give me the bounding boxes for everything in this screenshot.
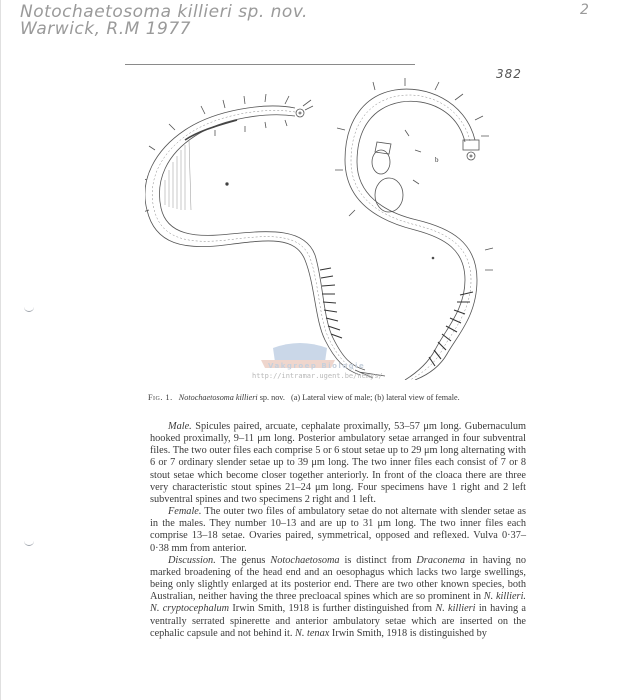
male-paragraph xyxy=(150,421,526,506)
species-name: N. killieri xyxy=(435,603,476,615)
punch-hole-mark xyxy=(24,305,34,312)
discussion-text: Irwin Smith, 1918 is distinguished by xyxy=(331,627,487,639)
discussion-text: is distinct from xyxy=(344,554,412,566)
caption-part-a: Lateral view of male; xyxy=(302,393,373,402)
header-rule xyxy=(125,64,415,65)
figure-caption xyxy=(148,393,588,402)
handwritten-author-note: Warwick, R.M 1977 xyxy=(20,19,191,39)
species-name: N. cryptocephalum xyxy=(150,603,230,615)
male-nematode-drawing xyxy=(145,94,385,378)
female-paragraph xyxy=(150,506,526,555)
female-nematode-drawing xyxy=(335,78,493,380)
scan-edge xyxy=(0,0,1,700)
caption-part-b-marker: (b) xyxy=(374,393,385,402)
discussion-text: Irwin Smith, 1918 is further distinguished from xyxy=(232,603,433,615)
watermark-group-name: Vakgroep Biologie xyxy=(268,362,366,370)
caption-species: Notochaetosoma killieri xyxy=(178,393,258,402)
genus-name: Draconema xyxy=(416,554,465,566)
species-name: N. tenax xyxy=(294,627,330,639)
panel-label-b: b xyxy=(435,156,439,164)
figure-page-number: 382 xyxy=(496,67,522,81)
discussion-heading: Discussion. xyxy=(168,554,216,566)
discussion-text: The genus xyxy=(220,554,266,566)
genus-name: Notochaetosoma xyxy=(270,554,340,566)
male-heading: Male. xyxy=(168,421,192,432)
handwritten-species-note: Notochaetosoma killieri sp. nov. xyxy=(20,2,308,22)
caption-part-a-marker: (a) xyxy=(291,393,301,402)
watermark-url: http://intramar.ugent.be/nemys/ xyxy=(252,372,383,380)
discussion-paragraph xyxy=(150,555,526,640)
species-name: N. killieri. xyxy=(483,591,527,603)
male-text: Spicules paired, arcuate, cephalate proximally, 53–57 μm long. Gubernaculum hooked proximally, 9–11 μm long. Posterior ambulatory setae arranged in four subventral files. The two outer files each comprise 5 or 6 stout setae up to 29 μm long alternating with 6 or 7 ordinary slender setae up to 39 μm long. The two inner files each consist of 7 or 8 stout setae which become closer together anteriorly. In front of the cloaca there are three very characteristic stout spines 21–24 μm long. Four specimens have 1 right and 2 left subventral spines and two specimens 2 right and 1 left. xyxy=(150,421,526,505)
handwritten-page-number: 2 xyxy=(580,2,590,18)
punch-hole-mark xyxy=(24,539,34,546)
discussion-text: in having no marked broadening of the head end and an oesophagus which lacks two large swellings, being only slightly enlarged at its posterior end. There are two other known species, both Australian, neither having the three precloacal spines which are so prominent in xyxy=(150,554,527,603)
article-body xyxy=(150,421,526,640)
female-text: The outer two files of ambulatory setae do not alternate with slender setae as in the males. They number 10–13 and are up to 31 μm long. The two inner files each comprise 13–18 setae. Ovaries paired, symmetrical, opposed and reflexed. Vulva 0·37–0·38 mm from anterior. xyxy=(150,506,527,554)
caption-sp-nov: sp. nov. xyxy=(259,393,285,402)
caption-figure-label: Fig. 1. xyxy=(148,393,173,402)
female-heading: Female. xyxy=(168,506,202,518)
nematode-figure xyxy=(145,70,545,380)
discussion-text: in having a ventrally serrated spinerette and anterior ambulatory setae which are inserted on the cephalic capsule and not behind it. xyxy=(150,603,527,639)
caption-part-b: lateral view of female. xyxy=(386,393,460,402)
